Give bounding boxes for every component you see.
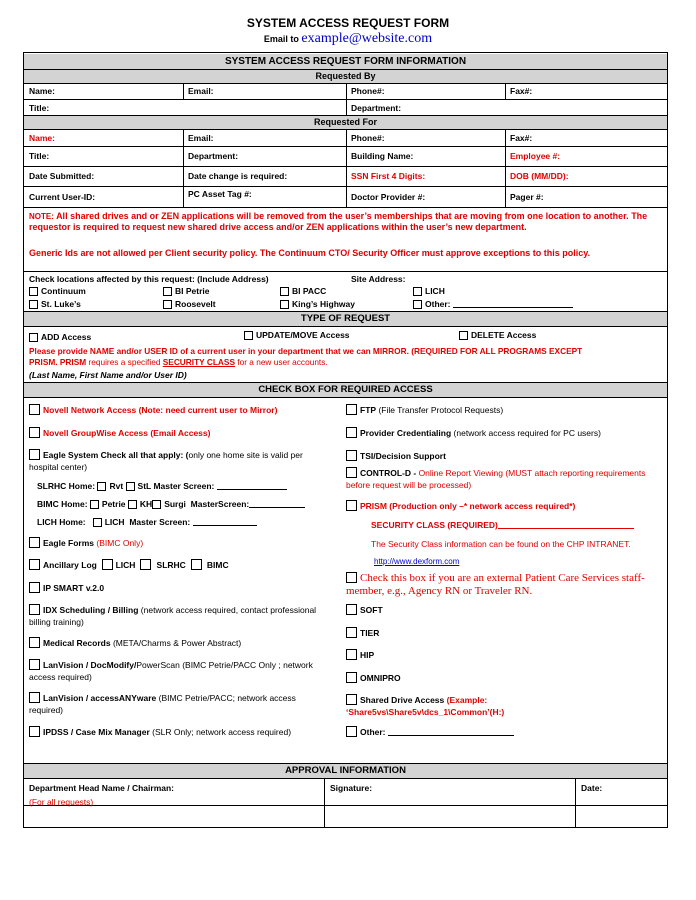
checkbox[interactable]: [346, 467, 357, 478]
for-building-label: Building Name:: [351, 151, 414, 161]
for-doctor-provider-label: Doctor Provider #:: [351, 192, 426, 202]
checkbox[interactable]: [29, 659, 40, 670]
ancillary-log-option[interactable]: Ancillary Log LICH SLRHC BIMC: [29, 559, 229, 570]
rule: [24, 778, 667, 779]
for-pc-asset-label: PC Asset Tag #:: [188, 189, 252, 199]
page-title: SYSTEM ACCESS REQUEST FORM: [246, 16, 450, 30]
security-class-info: The Security Class information can be found on the CHP INTRANET.: [371, 539, 631, 549]
by-name-label: Name:: [29, 86, 55, 96]
for-current-user-id-label: Current User-ID:: [29, 192, 96, 202]
location-roosevelt[interactable]: Roosevelt: [163, 299, 216, 309]
checkbox[interactable]: [93, 518, 102, 527]
checkbox[interactable]: [140, 559, 151, 570]
novell-groupwise-option[interactable]: Novell GroupWise Access (Email Access): [29, 427, 210, 438]
rule: [575, 778, 576, 828]
checkbox[interactable]: [459, 331, 468, 340]
location-continuum[interactable]: Continuum: [29, 286, 86, 296]
security-class-field[interactable]: SECURITY CLASS (REQUIRED): [371, 520, 634, 530]
for-pager-label: Pager #:: [510, 192, 544, 202]
soft-option[interactable]: SOFT: [346, 604, 383, 615]
checkbox[interactable]: [346, 404, 357, 415]
shared-drive-option[interactable]: Shared Drive Access (Example: ‘Share5vs\Share5v\dcs_1\Common’(H:): [346, 695, 505, 717]
checkbox[interactable]: [29, 582, 40, 593]
other-location-field[interactable]: [453, 307, 573, 308]
generic-ids-note: Generic Ids are not allowed per Client security policy. The Continuum CTO/ Security Officer must approve exceptions to this policy.: [29, 248, 591, 258]
ftp-option[interactable]: FTP (File Transfer Protocol Requests): [346, 404, 503, 415]
for-date-submitted-label: Date Submitted:: [29, 171, 95, 181]
checkbox[interactable]: [346, 726, 357, 737]
update-move-access-option[interactable]: UPDATE/MOVE Access: [244, 330, 350, 340]
rule: [324, 778, 325, 828]
type-of-request-header: TYPE OF REQUEST: [24, 312, 667, 326]
external-staff-option[interactable]: Check this box if you are an external Patient Care Services staff-member, e.g., Agency RN or Traveler RN.: [346, 572, 645, 597]
rule: [346, 83, 347, 115]
lich-home-row: LICH Home: LICH Master Screen:: [37, 517, 257, 527]
checkbox[interactable]: [29, 726, 40, 737]
rule: [24, 69, 667, 70]
date-label: Date:: [581, 783, 603, 793]
checkbox[interactable]: [346, 427, 357, 438]
novell-network-option[interactable]: Novell Network Access (Note: need current user to Mirror): [29, 404, 277, 415]
bimc-home-row: BIMC Home: Petrie KH Surgi MasterScreen:: [37, 499, 305, 509]
rule: [24, 763, 667, 764]
by-phone-label: Phone#:: [351, 86, 385, 96]
for-email-label: Email:: [188, 133, 214, 143]
checkbox[interactable]: [346, 450, 357, 461]
ip-smart-option[interactable]: IP SMART v.2.0: [29, 582, 104, 593]
checkbox[interactable]: [152, 500, 161, 509]
checkbox[interactable]: [29, 333, 38, 342]
rule: [24, 805, 667, 806]
checkbox[interactable]: [280, 300, 289, 309]
for-fax-label: Fax#:: [510, 133, 533, 143]
checkbox[interactable]: [29, 559, 40, 570]
signature-label: Signature:: [330, 783, 373, 793]
email-to-line: [0, 31, 696, 47]
note-block: [29, 211, 659, 233]
note-text: All shared drives and or ZEN applications will be removed from the user’s memberships that are moving from one location to another. The requestor is required to request new shared drive access and/or ZEN applications within the user’s new department.: [29, 211, 648, 232]
by-fax-label: Fax#:: [510, 86, 533, 96]
rule: [346, 129, 347, 207]
medical-records-option[interactable]: Medical Records (META/Charms & Power Abstract): [29, 637, 241, 648]
by-department-label: Department:: [351, 103, 402, 113]
rule: [24, 271, 667, 272]
checkbox[interactable]: [163, 287, 172, 296]
add-access-option[interactable]: ADD Access: [29, 332, 91, 342]
rule: [183, 129, 184, 207]
location-other[interactable]: Other:: [413, 299, 573, 309]
other-access-option[interactable]: Other:: [346, 726, 514, 737]
provider-credentialing-option[interactable]: Provider Credentialing (network access required for PC users): [346, 427, 601, 438]
location-lich[interactable]: LICH: [413, 286, 445, 296]
checkbox[interactable]: [280, 287, 289, 296]
approval-header: APPROVAL INFORMATION: [24, 764, 667, 778]
checkbox[interactable]: [346, 627, 357, 638]
lanvision-docmodify-option[interactable]: LanVision / DocModify/PowerScan (BIMC Petrie/PACC Only ; network access required): [29, 660, 313, 682]
eagle-system-option[interactable]: Eagle System Check all that apply: (only one home site is valid per hospital center): [29, 450, 303, 472]
checkbox[interactable]: [126, 482, 135, 491]
location-bi-pacc[interactable]: BI PACC: [280, 286, 326, 296]
required-access-header: CHECK BOX FOR REQUIRED ACCESS: [24, 383, 667, 397]
rule: [183, 83, 184, 99]
checkbox[interactable]: [163, 300, 172, 309]
for-all-requests-note: (For all requests): [29, 797, 94, 807]
rule: [24, 326, 667, 327]
for-employee-label: Employee #:: [510, 151, 561, 161]
prism-option[interactable]: PRISM (Production only –* network access required*): [346, 500, 575, 511]
checkbox[interactable]: [346, 572, 357, 583]
section-info-header: SYSTEM ACCESS REQUEST FORM INFORMATION: [24, 54, 667, 69]
rule: [24, 115, 667, 116]
checkbox[interactable]: [244, 331, 253, 340]
for-phone-label: Phone#:: [351, 133, 385, 143]
checkbox[interactable]: [29, 449, 40, 460]
mirror-instructions: Please provide NAME and/or USER ID of a current user in your department that we can MIRROR. (REQUIRED FOR ALL PROGRAMS EXCEPT: [29, 346, 583, 356]
prism-instructions: PRISM. PRISM requires a specified SECURITY CLASS for a new user accounts.: [29, 357, 328, 367]
slrhc-home-row: SLRHC Home: Rvt StL Master Screen:: [37, 481, 287, 491]
checkbox[interactable]: [346, 694, 357, 705]
checkbox[interactable]: [90, 500, 99, 509]
site-address-label: Site Address:: [351, 274, 406, 284]
dept-head-label: Department Head Name / Chairman:: [29, 783, 175, 793]
for-ssn-label: SSN First 4 Digits:: [351, 171, 426, 181]
locations-label: Check locations affected by this request: (Include Address): [29, 274, 269, 284]
for-department-label: Department:: [188, 151, 239, 161]
delete-access-option[interactable]: DELETE Access: [459, 330, 536, 340]
checkbox[interactable]: [102, 559, 113, 570]
rule: [24, 397, 667, 398]
rule: [24, 207, 667, 208]
eagle-forms-option[interactable]: Eagle Forms (BIMC Only): [29, 537, 143, 548]
bimc-master-field[interactable]: [249, 507, 305, 508]
checkbox[interactable]: [29, 637, 40, 648]
for-title-label: Title:: [29, 151, 50, 161]
for-name-label: Name:: [29, 133, 55, 143]
hip-option[interactable]: HIP: [346, 649, 374, 660]
for-date-change-label: Date change is required:: [188, 171, 288, 181]
checkbox[interactable]: [413, 287, 422, 296]
checkbox[interactable]: [346, 672, 357, 683]
checkbox[interactable]: [97, 482, 106, 491]
rule: [505, 129, 506, 207]
checkbox[interactable]: [346, 604, 357, 615]
requested-for-header: Requested For: [24, 116, 667, 129]
email-address-link[interactable]: example@website.com: [301, 31, 433, 46]
location-kings-highway[interactable]: King’s Highway: [280, 299, 355, 309]
email-to-label: Email to: [263, 34, 299, 44]
requested-by-header: Requested By: [24, 70, 667, 83]
lanvision-accessanyware-option[interactable]: LanVision / accessANYware (BIMC Petrie/PACC; network access required): [29, 693, 296, 715]
idx-option[interactable]: IDX Scheduling / Billing (network access required, contact professional billing training): [29, 605, 317, 627]
ipdss-option[interactable]: IPDSS / Case Mix Manager (SLR Only; network access required): [29, 726, 291, 737]
other-access-field[interactable]: [388, 735, 514, 736]
location-st-lukes[interactable]: St. Luke’s: [29, 299, 81, 309]
rule: [505, 83, 506, 99]
checkbox[interactable]: [128, 500, 137, 509]
tsi-option[interactable]: TSI/Decision Support: [346, 450, 446, 461]
checkbox[interactable]: [191, 559, 202, 570]
note-label: NOTE:: [29, 212, 54, 221]
location-bi-petrie[interactable]: BI Petrie: [163, 286, 210, 296]
checkbox[interactable]: [29, 604, 40, 615]
checkbox[interactable]: [29, 404, 40, 415]
by-email-label: Email:: [188, 86, 214, 96]
by-title-label: Title:: [29, 103, 50, 113]
control-d-option[interactable]: CONTROL-D - Online Report Viewing (MUST attach reporting requirements before request will be processed): [346, 468, 646, 490]
lich-master-field[interactable]: [193, 525, 257, 526]
checkbox[interactable]: [29, 692, 40, 703]
checkbox[interactable]: [29, 300, 38, 309]
mirror-hint: (Last Name, First Name and/or User ID): [29, 370, 187, 380]
checkbox[interactable]: [346, 500, 357, 511]
tier-option[interactable]: TIER: [346, 627, 379, 638]
checkbox[interactable]: [29, 427, 40, 438]
omnipro-option[interactable]: OMNIPRO: [346, 672, 401, 683]
checkbox[interactable]: [29, 287, 38, 296]
rule: [24, 311, 667, 312]
rule: [24, 382, 667, 383]
stl-master-field[interactable]: [217, 489, 287, 490]
checkbox[interactable]: [346, 649, 357, 660]
dexform-link[interactable]: http://www.dexform.com: [374, 557, 460, 566]
checkbox[interactable]: [29, 537, 40, 548]
checkbox[interactable]: [413, 300, 422, 309]
for-dob-label: DOB (MM/DD):: [510, 171, 569, 181]
